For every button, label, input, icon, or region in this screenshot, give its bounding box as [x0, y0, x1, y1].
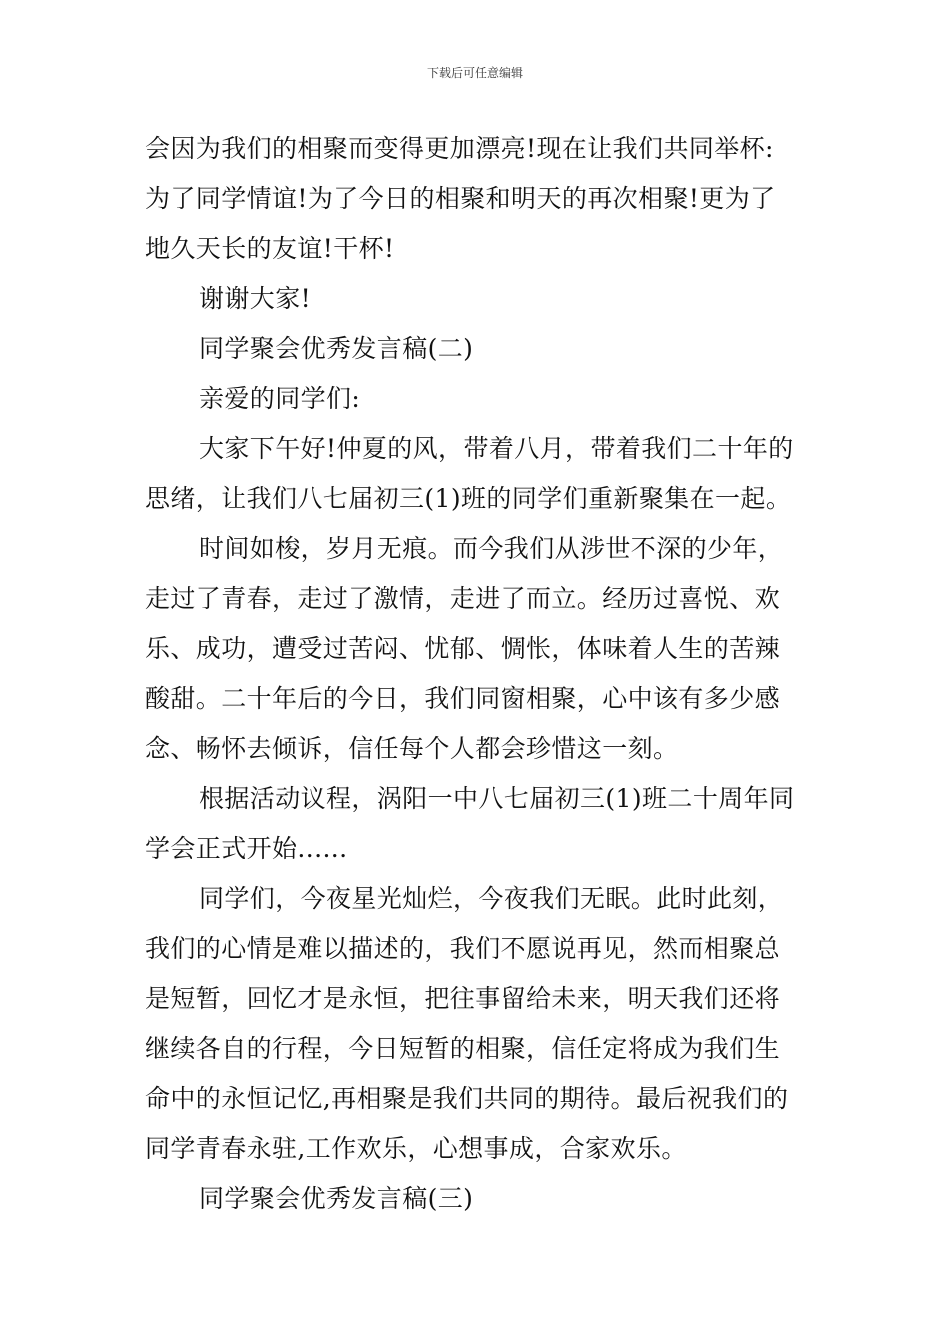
text-line: 走过了青春，走过了激情，走进了而立。经历过喜悦、欢	[145, 584, 781, 613]
text-line: 我们的心情是难以描述的，我们不愿说再见，然而相聚总	[145, 934, 781, 963]
text-line: 根据活动议程，涡阳一中八七届初三(1)班二十周年同	[199, 784, 795, 813]
text-line: 同学青春永驻,工作欢乐，心想事成，合家欢乐。	[145, 1134, 687, 1163]
text-line: 大家下午好!仲夏的风，带着八月，带着我们二十年的	[199, 434, 794, 463]
text-line: 同学们，今夜星光灿烂，今夜我们无眠。此时此刻，	[199, 884, 784, 913]
text-line: 学会正式开始......	[145, 834, 348, 863]
text-line: 思绪，让我们八七届初三(1)班的同学们重新聚集在一起。	[145, 484, 792, 513]
text-line: 命中的永恒记忆,再相聚是我们共同的期待。最后祝我们的	[145, 1084, 789, 1113]
text-line: 乐、成功，遭受过苦闷、忧郁、惆怅，体味着人生的苦辣	[145, 634, 781, 663]
document-body	[145, 124, 809, 1224]
text-line: 时间如梭，岁月无痕。而今我们从涉世不深的少年，	[199, 534, 784, 563]
page-header-note: 下载后可任意编辑	[426, 66, 523, 80]
text-line: 是短暂，回忆才是永恒，把往事留给未来，明天我们还将	[145, 984, 781, 1013]
text-line: 地久天长的友谊!干杯!	[145, 234, 395, 263]
text-line: 会因为我们的相聚而变得更加漂亮!现在让我们共同举杯:	[145, 134, 774, 163]
section-heading: 同学聚会优秀发言稿(三)	[199, 1184, 474, 1213]
text-line: 谢谢大家!	[199, 284, 312, 313]
text-line: 酸甜。二十年后的今日，我们同窗相聚，心中该有多少感	[145, 684, 781, 713]
salutation: 亲爱的同学们:	[199, 384, 361, 413]
text-line: 继续各自的行程，今日短暂的相聚，信任定将成为我们生	[145, 1034, 781, 1063]
section-heading: 同学聚会优秀发言稿(二)	[199, 334, 474, 363]
text-line: 为了同学情谊!为了今日的相聚和明天的再次相聚!更为了	[145, 184, 776, 213]
text-line: 念、畅怀去倾诉，信任每个人都会珍惜这一刻。	[145, 734, 679, 763]
